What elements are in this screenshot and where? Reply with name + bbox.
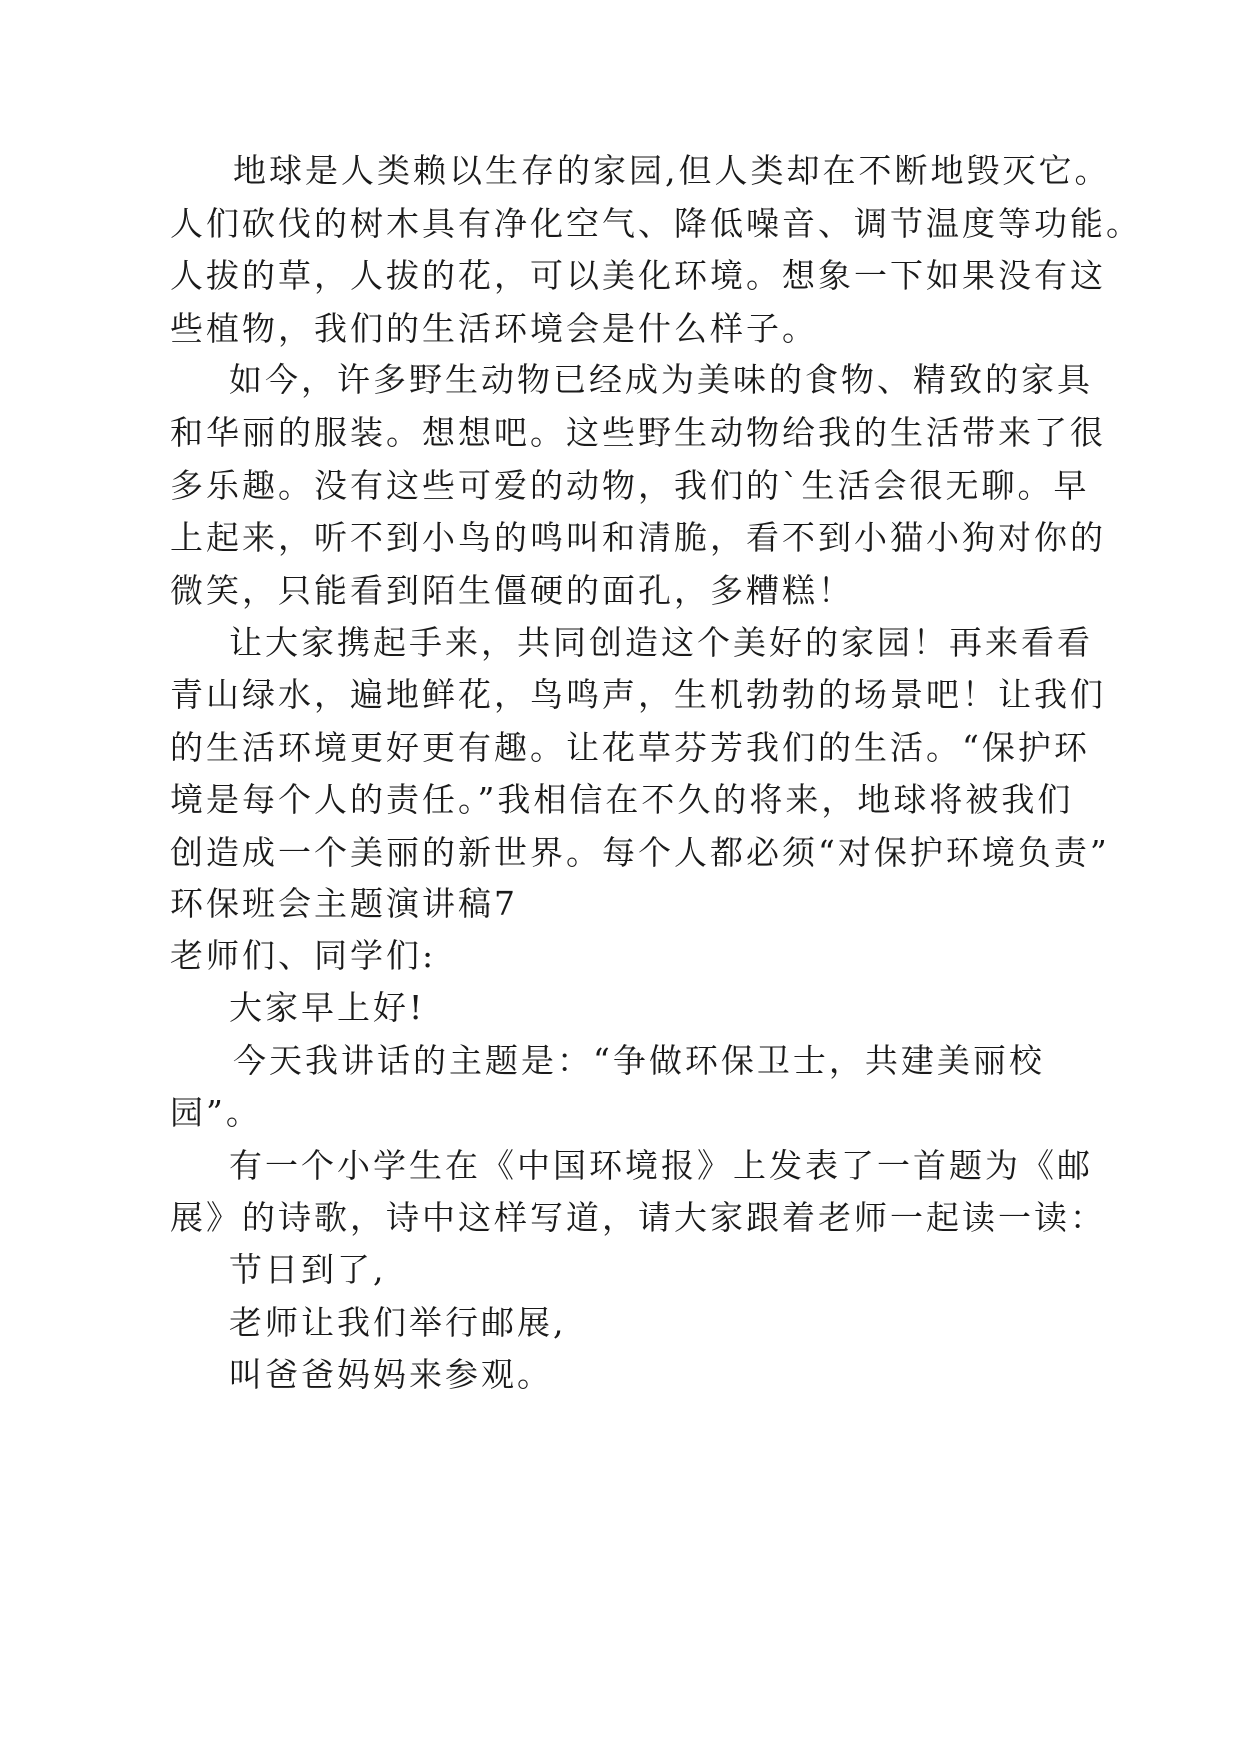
text-line-10: 让大家携起手来，共同创造这个美好的家园！再来看看: [229, 623, 1093, 662]
text-line-4: 些植物，我们的生活环境会是什么样子。: [170, 309, 818, 348]
text-line-8: 上起来，听不到小鸟的鸣叫和清脆，看不到小猫小狗对你的: [170, 518, 1106, 557]
text-line-19: 园”。: [170, 1093, 262, 1132]
text-line-6: 和华丽的服装。想想吧。这些野生动物给我的生活带来了很: [170, 413, 1106, 452]
text-line-9: 微笑，只能看到陌生僵硬的面孔，多糟糕！: [170, 571, 854, 610]
poem-line-3: 叫爸爸妈妈来参观。: [229, 1355, 553, 1394]
text-line-18: 今天我讲话的主题是：“争做环保卫士，共建美丽校: [233, 1041, 1045, 1080]
poem-line-2: 老师让我们举行邮展,: [229, 1303, 567, 1342]
salutation: 老师们、同学们:: [170, 936, 437, 975]
text-line-13: 境是每个人的责任。”我相信在不久的将来，地球将被我们: [170, 780, 1074, 819]
text-line-14: 创造成一个美丽的新世界。每个人都必须“对保护环境负责”: [170, 833, 1110, 872]
text-line-1: 地球是人类赖以生存的家园,但人类却在不断地毁灭它。: [233, 151, 1111, 190]
text-line-21: 展》的诗歌，诗中这样写道，请大家跟着老师一起读一读：: [170, 1198, 1106, 1237]
text-line-12: 的生活环境更好更有趣。让花草芬芳我们的生活。“保护环: [170, 728, 1090, 767]
text-line-3: 人拔的草，人拔的花，可以美化环境。想象一下如果没有这: [170, 256, 1106, 295]
text-line-2: 人们砍伐的树木具有净化空气、降低噪音、调节温度等功能。: [170, 204, 1142, 243]
greeting: 大家早上好!: [229, 988, 426, 1027]
text-line-11: 青山绿水，遍地鲜花，鸟鸣声，生机勃勃的场景吧！让我们: [170, 675, 1106, 714]
text-line-20: 有一个小学生在《中国环境报》上发表了一首题为《邮: [229, 1146, 1093, 1185]
text-line-7: 多乐趣。没有这些可爱的动物，我们的`生活会很无聊。早: [170, 466, 1090, 505]
section-heading: 环保班会主题演讲稿7: [170, 884, 518, 923]
text-line-5: 如今，许多野生动物已经成为美味的食物、精致的家具: [229, 360, 1093, 399]
poem-line-1: 节日到了,: [229, 1250, 387, 1289]
